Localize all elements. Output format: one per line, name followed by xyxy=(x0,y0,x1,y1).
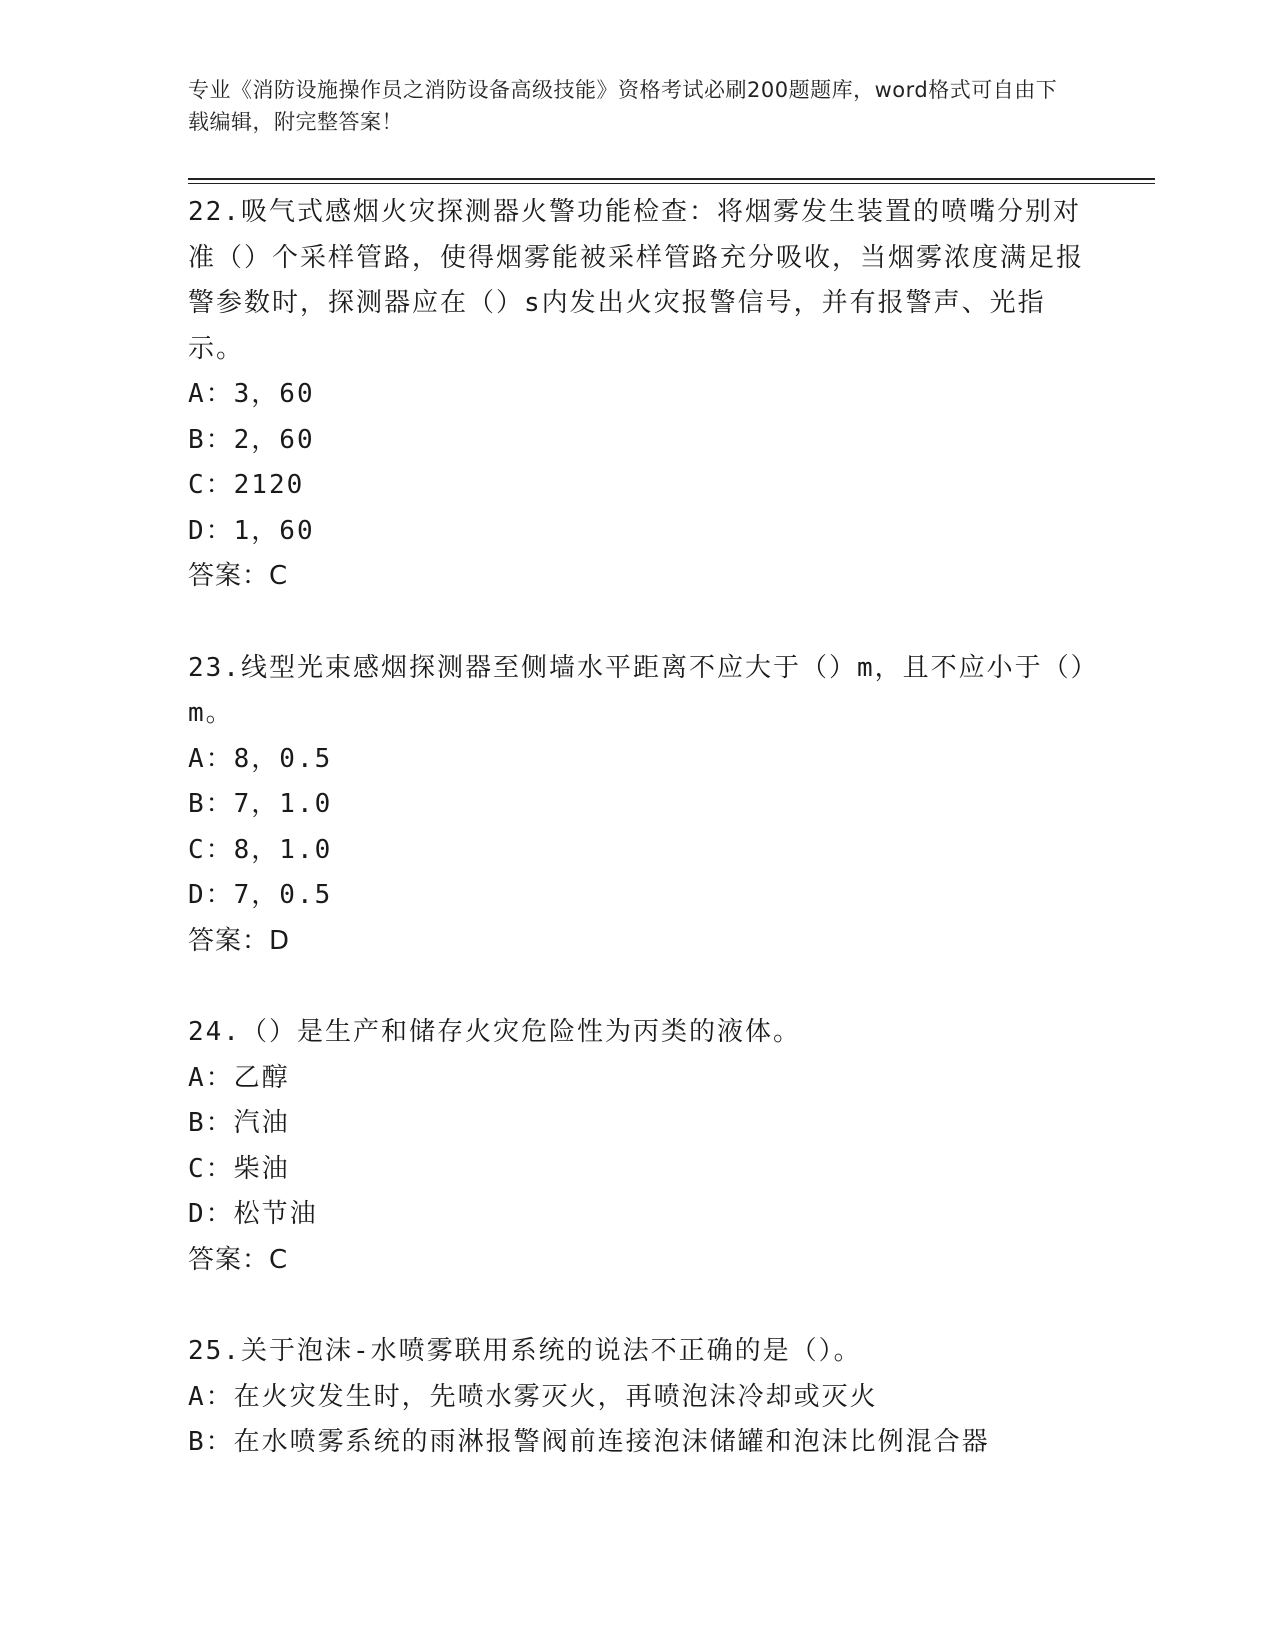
option-b: B：在水喷雾系统的雨淋报警阀前连接泡沫储罐和泡沫比例混合器 xyxy=(188,1427,990,1457)
question-25 xyxy=(188,1329,1088,1466)
option-c: C：柴油 xyxy=(188,1153,290,1184)
option-b: B：汽油 xyxy=(188,1108,290,1138)
option-a: A：在火灾发生时，先喷水雾灭火，再喷泡沫冷却或灭火 xyxy=(188,1381,878,1412)
header-rule-thin xyxy=(188,183,1155,184)
question-24 xyxy=(188,1010,1088,1283)
option-b: B：2，60 xyxy=(188,424,315,455)
option-d: D：7，0.5 xyxy=(188,880,333,910)
question-list xyxy=(188,190,1088,1512)
option-d: D：1，60 xyxy=(188,515,315,546)
answer: 答案：C xyxy=(188,1244,289,1275)
question-stem: 25.关于泡沫-水喷雾联用系统的说法不正确的是（）。 xyxy=(188,1336,862,1366)
page-header: 专业《消防设施操作员之消防设备高级技能》资格考试必刷200题题库，word格式可自由下载编辑，附完整答案！ xyxy=(188,78,1058,134)
answer: 答案：D xyxy=(188,925,291,956)
option-d: D：松节油 xyxy=(188,1199,318,1229)
option-a: A：乙醇 xyxy=(188,1062,290,1093)
question-22 xyxy=(188,190,1088,600)
option-a: A：3，60 xyxy=(188,379,315,409)
header-rule-thick xyxy=(188,178,1155,180)
question-stem: 24.（）是生产和储存火灾危险性为丙类的液体。 xyxy=(188,1017,801,1047)
question-stem: 23.线型光束感烟探测器至侧墙水平距离不应大于（）m，且不应小于（）m。 xyxy=(188,652,1086,728)
question-stem: 22.吸气式感烟火灾探测器火警功能检查：将烟雾发生装置的喷嘴分别对准（）个采样管路，使得烟雾能被采样管路充分吸收，当烟雾浓度满足报警参数时，探测器应在（）s内发出火灾报警信号，并有报警声、光指示。 xyxy=(188,197,1085,364)
option-c: C：8，1.0 xyxy=(188,834,333,865)
question-23 xyxy=(188,646,1088,965)
option-a: A：8，0.5 xyxy=(188,743,333,774)
answer: 答案：C xyxy=(188,561,289,591)
option-b: B：7，1.0 xyxy=(188,789,333,819)
option-c: C：2120 xyxy=(188,470,305,500)
